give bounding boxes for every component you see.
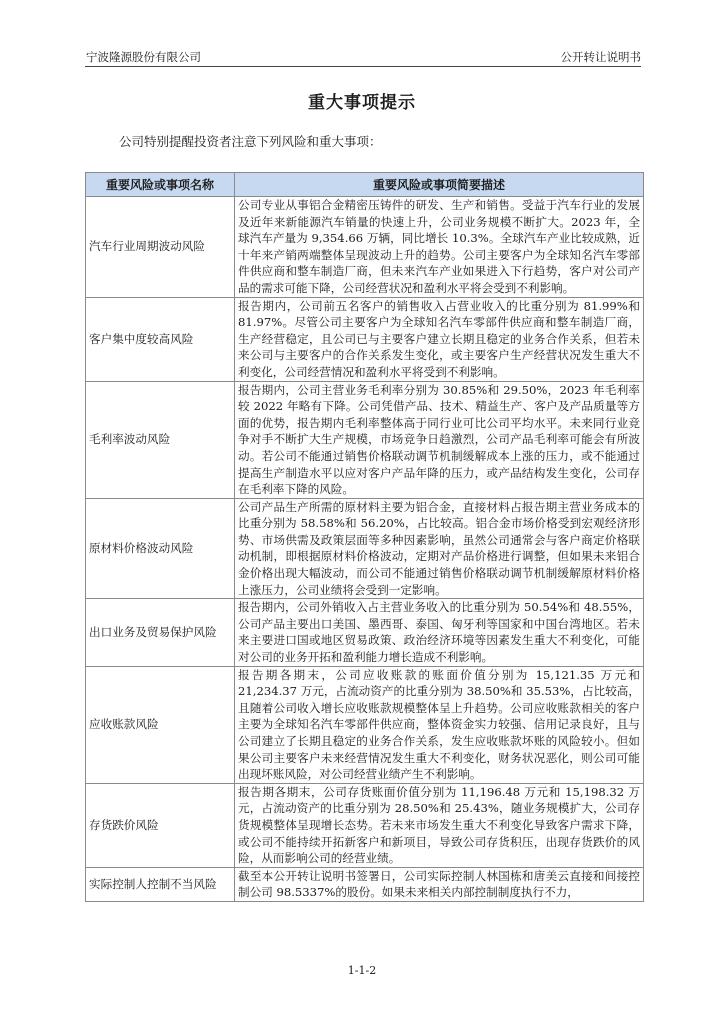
table-row: [86, 666, 644, 783]
risk-description: 报告期内，公司前五名客户的销售收入占营业收入的比重分别为 81.99%和 81.97%。尽管公司主要客户为全球知名汽车零部件供应商和整车制造厂商，生产经营稳定，且公司已与主要客户建立长期且稳定的业务合作关系，但若未来公司与主要客户的合作关系发生变化，或主要客户生产经营状况发生重大不利变化，公司经营情况和盈利水平将受到不利影响。: [235, 297, 644, 381]
risk-name: 实际控制人控制不当风险: [86, 867, 235, 901]
table-row: [86, 297, 644, 381]
risk-description: 报告期各期末，公司存货账面价值分别为 11,196.48 万元和 15,198.32 万元，占流动资产的比重分别为 28.50%和 25.43%，随业务规模扩大，公司存货规模整体呈现增长态势。若未来市场发生重大不利变化导致客户需求下降，或公司不能持续开拓新客户和新项目，导致公司存货积压，出现存货跌价的风险，从而影响公司的经营业绩。: [235, 783, 644, 867]
header-risk-description: 重要风险或事项简要描述: [235, 173, 644, 197]
risk-name: 毛利率波动风险: [86, 381, 235, 498]
header-divider: [85, 66, 641, 67]
table-header-row: [86, 173, 644, 197]
page-title: 重大事项提示: [308, 93, 416, 113]
risk-name: 应收账款风险: [86, 666, 235, 783]
risk-description: 公司产品生产所需的原材料主要为铝合金，直接材料占报告期主营业务成本的比重分别为 58.58%和 56.20%，占比较高。铝合金市场价格受到宏观经济形势、市场供需及政策层面等多种因素影响，虽然公司通常会与客户商定价格联动机制，即根据原材料价格波动，定期对产品价格进行调整，但如果未来铝合金价格出现大幅波动，而公司不能通过销售价格联动调节机制缓解原材料价格上涨压力，公司业绩将会受到一定影响。: [235, 498, 644, 599]
risk-name: 汽车行业周期波动风险: [86, 197, 235, 298]
header-risk-name: 重要风险或事项名称: [86, 173, 235, 197]
risk-description: 报告期各期末，公司应收账款的账面价值分别为 15,121.35 万元和 21,234.37 万元，占流动资产的比重分别为 38.50%和 35.53%，占比较高，且随着公司收入增长应收账款规模整体呈上升趋势。公司应收账款相关的客户主要为全球知名汽车零部件供应商，整体资金实力较强、信用记录良好，且与公司建立了长期且稳定的业务合作关系，发生应收账款坏账的风险较小。但如果公司主要客户未来经营情况发生重大不利变化，财务状况恶化，则公司可能出现坏账风险，对公司经营业绩产生不利影响。: [235, 666, 644, 783]
table-row: [86, 197, 644, 298]
risk-name: 原材料价格波动风险: [86, 498, 235, 599]
risk-table: [85, 172, 644, 902]
table-row: [86, 783, 644, 867]
intro-text: 公司特别提醒投资者注意下列风险和重大事项：: [119, 134, 382, 149]
table-row: [86, 599, 644, 666]
risk-name: 存货跌价风险: [86, 783, 235, 867]
header-doc-type: 公开转让说明书: [560, 50, 641, 64]
table-row: [86, 498, 644, 599]
table-row: [86, 381, 644, 498]
page-number: 1-1-2: [347, 964, 377, 977]
risk-description: 报告期内，公司外销收入占主营业务收入的比重分别为 50.54%和 48.55%，公司产品主要出口美国、墨西哥、泰国、匈牙利等国家和中国台湾地区。若未来主要进口国或地区贸易政策、政治经济环境等因素发生重大不利变化，可能对公司的业务开拓和盈利能力增长造成不利影响。: [235, 599, 644, 666]
risk-name: 客户集中度较高风险: [86, 297, 235, 381]
risk-description: 报告期内，公司主营业务毛利率分别为 30.85%和 29.50%，2023 年毛利率较 2022 年略有下降。公司凭借产品、技术、精益生产、客户及产品质量等方面的优势，报告期内毛利率整体高于同行业可比公司平均水平。未来同行业竞争对手不断扩大生产规模，市场竞争日趋激烈，公司产品毛利率可能会有所波动。若公司不能通过销售价格联动调节机制缓解成本上涨的压力，或不能通过提高生产制造水平以应对客户产品年降的压力，或产品结构发生变化，公司存在毛利率下降的风险。: [235, 381, 644, 498]
header-company: 宁波隆源股份有限公司: [86, 50, 201, 64]
table-row: [86, 867, 644, 901]
risk-description: 截至本公开转让说明书签署日，公司实际控制人林国栋和唐美云直接和间接控制公司 98.5337%的股份。如果未来相关内部控制制度执行不力，: [235, 867, 644, 901]
risk-description: 公司专业从事铝合金精密压铸件的研发、生产和销售。受益于汽车行业的发展及近年来新能源汽车销量的快速上升，公司业务规模不断扩大。2023 年，全球汽车产量为 9,354.66 万辆，同比增长 10.3%。全球汽车产业比较成熟，近十年来产销两端整体呈现波动上升的趋势。公司主要客户为全球知名汽车零部件供应商和整车制造厂商，但未来汽车产业如果进入下行趋势，客户对公司产品的需求可能下降，公司经营状况和盈利水平将会受到不利影响。: [235, 197, 644, 298]
risk-name: 出口业务及贸易保护风险: [86, 599, 235, 666]
